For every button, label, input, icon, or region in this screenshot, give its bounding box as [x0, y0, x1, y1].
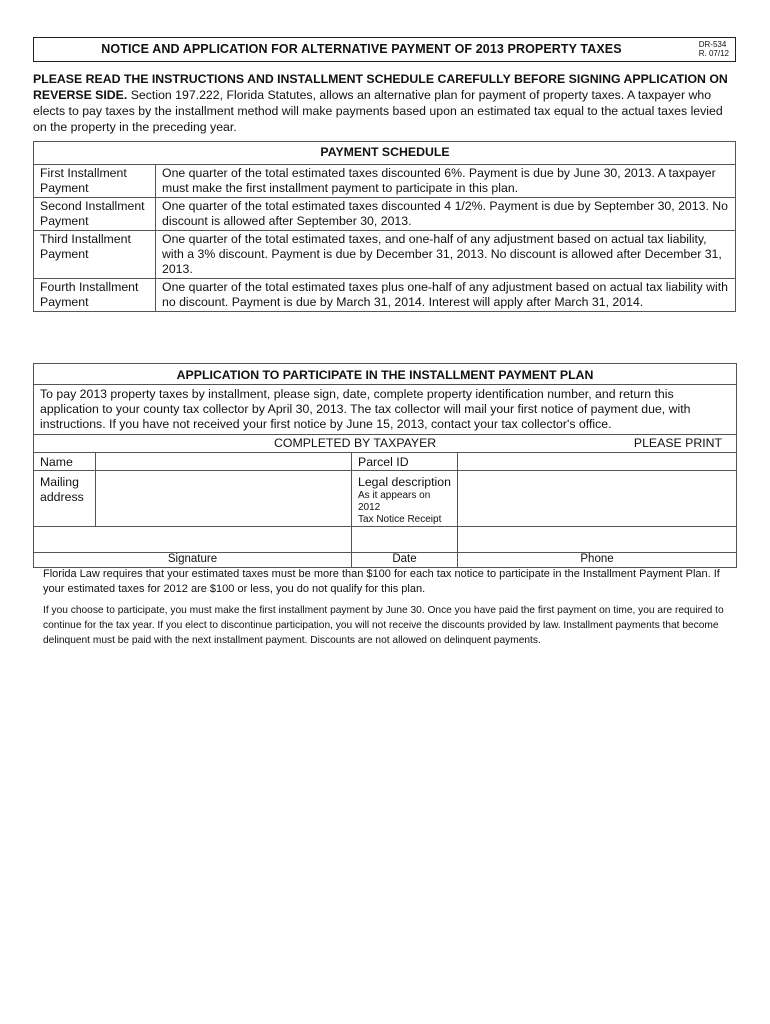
form-revision: R. 07/12: [698, 49, 729, 58]
title-box: [33, 37, 736, 62]
installment-description: One quarter of the total estimated taxes discounted 4 1/2%. Payment is due by September 30, 2013. No discount is allowed after September 30, 2013.: [156, 198, 736, 231]
parcel-id-field[interactable]: [458, 453, 737, 471]
legal-description-field[interactable]: [458, 471, 737, 527]
intro-statute-text: Section 197.222, Florida Statutes, allows an alternative plan for payment of property taxes. A taxpayer who elects to pay taxes by the installment method will make payments based upon an estimated tax equal to the actual taxes levied on the property in the preceding year.: [33, 88, 723, 134]
participation-notice: If you choose to participate, you must make the first installment payment by June 30. Once you have paid the first payment on time, you are required to continue for the tax year. If you elect to discontinue participation, you will not receive the discounts provided by law. Installment payments that become delinquent must be paid with the next installment payment. Discounts are not allowed on delinquent payments.: [43, 605, 724, 646]
legal-description-note-1: As it appears on 2012: [358, 490, 431, 513]
name-field[interactable]: [96, 453, 352, 471]
installment-description: One quarter of the total estimated taxes discounted 6%. Payment is due by June 30, 2013. A taxpayer must make the first installment payment to participate in this plan.: [156, 165, 736, 198]
table-row: [34, 279, 736, 312]
installment-label: First Installment Payment: [34, 165, 156, 198]
name-label: Name: [34, 453, 96, 471]
florida-law-notice: Florida Law requires that your estimated taxes must be more than $100 for each tax notice to participate in the Installment Payment Plan. If your estimated taxes for 2012 are $100 or less, you do not qualify for this plan.: [43, 568, 720, 595]
payment-schedule-table: [33, 141, 736, 312]
table-row: [34, 231, 736, 279]
parcel-id-label: Parcel ID: [352, 453, 458, 471]
phone-field[interactable]: [458, 527, 737, 553]
installment-description: One quarter of the total estimated taxes, and one-half of any adjustment based on actual tax liability, with a 3% discount. Payment is due by December 31, 2013. No discount is allowed after December 31, 2013.: [156, 231, 736, 279]
completed-by-label: COMPLETED BY TAXPAYER: [274, 436, 437, 450]
completed-by-row: [34, 435, 737, 453]
form-title: NOTICE AND APPLICATION FOR ALTERNATIVE PAYMENT OF 2013 PROPERTY TAXES: [101, 42, 622, 56]
legal-description-cell: [352, 471, 458, 527]
please-print-label: PLEASE PRINT: [633, 436, 723, 450]
form-number: DR-534: [698, 40, 727, 49]
payment-schedule-heading: PAYMENT SCHEDULE: [34, 142, 736, 165]
application-heading: APPLICATION TO PARTICIPATE IN THE INSTALLMENT PAYMENT PLAN: [34, 364, 737, 385]
signature-label: Signature: [34, 553, 352, 568]
application-form: [33, 363, 737, 568]
installment-label: Second Installment Payment: [34, 198, 156, 231]
table-row: [34, 198, 736, 231]
date-label: Date: [352, 553, 458, 568]
table-row: [34, 165, 736, 198]
date-field[interactable]: [352, 527, 458, 553]
intro-bold-instruction: PLEASE READ THE INSTRUCTIONS AND INSTALLMENT SCHEDULE CAREFULLY BEFORE SIGNING APPLICATION ON REVERSE SIDE.: [33, 72, 728, 102]
installment-description: One quarter of the total estimated taxes plus one-half of any adjustment based on actual tax liability with no discount. Payment is due by March 31, 2014. Interest will apply after March 31, 2014.: [156, 279, 736, 312]
legal-description-note-2: Tax Notice Receipt: [358, 514, 442, 525]
form-number-block: [699, 40, 729, 58]
phone-label: Phone: [458, 553, 737, 568]
legal-description-label: Legal description: [358, 475, 451, 489]
installment-label: Fourth Installment Payment: [34, 279, 156, 312]
installment-label: Third Installment Payment: [34, 231, 156, 279]
signature-field[interactable]: [34, 527, 352, 553]
mailing-address-field[interactable]: [96, 471, 352, 527]
mailing-address-label: Mailing address: [34, 471, 96, 527]
intro-paragraph: [33, 71, 737, 135]
application-instructions: To pay 2013 property taxes by installment, please sign, date, complete property identification number, and return this application to your county tax collector by April 30, 2013. The tax collector will mail your first notice of payment due, with instructions. If you have not received your first notice by June 15, 2013, contact your tax collector's office.: [34, 385, 737, 435]
